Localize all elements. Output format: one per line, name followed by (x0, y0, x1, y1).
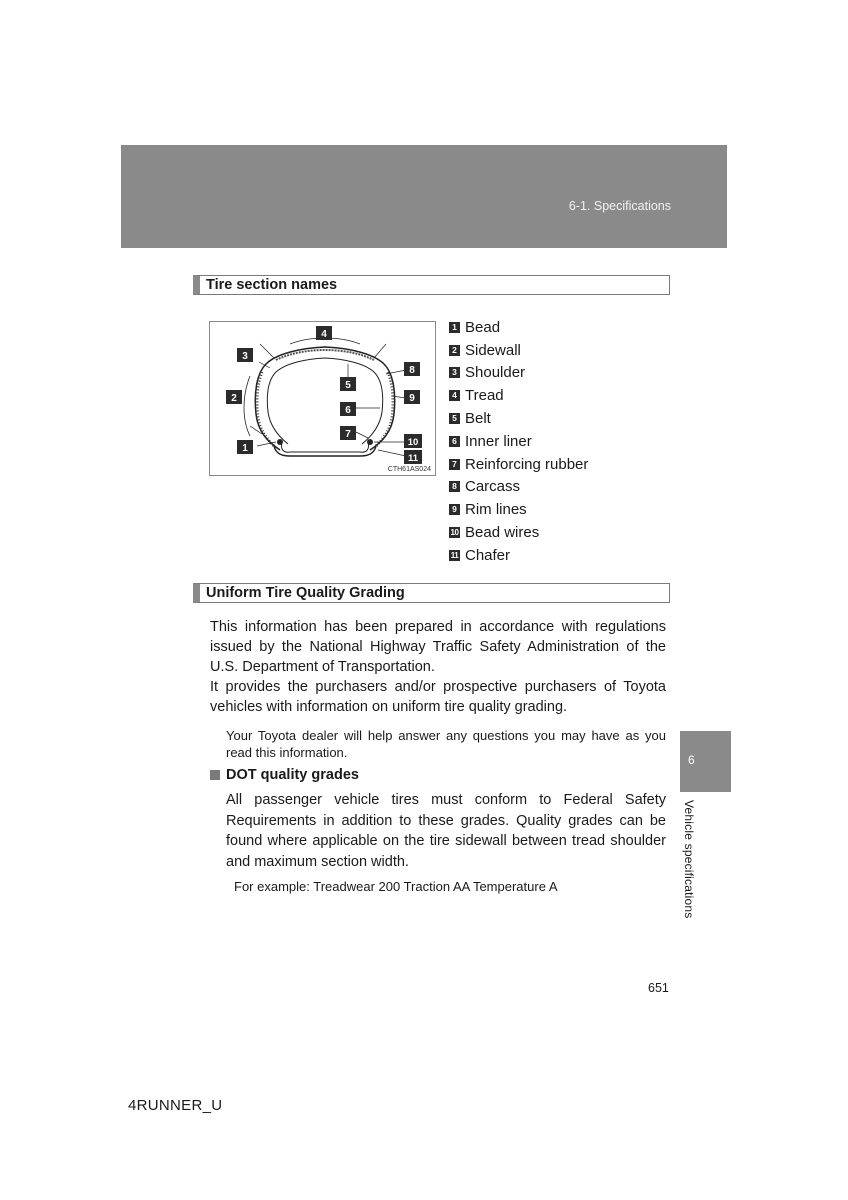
section-heading-tire-section-names: Tire section names (193, 275, 670, 295)
legend-number: 3 (449, 367, 460, 378)
footer-model: 4RUNNER_U (128, 1097, 223, 1114)
rim-outline (274, 446, 376, 456)
section-heading-utqg: Uniform Tire Quality Grading (193, 583, 670, 603)
legend-label: Chafer (465, 546, 511, 564)
leader-line-right-top (374, 344, 386, 358)
legend-number: 8 (449, 481, 460, 492)
legend-label: Sidewall (465, 341, 521, 359)
tire-outer-profile (255, 347, 394, 450)
utqg-note: Your Toyota dealer will help answer any questions you may have as you read this information. (226, 728, 666, 760)
legend-item (449, 430, 588, 453)
leader-line-11 (378, 450, 406, 456)
callout-4-label: 4 (321, 329, 327, 340)
legend-label: Bead (465, 318, 501, 336)
callout-8-label: 8 (409, 365, 415, 376)
callout-5 (340, 377, 356, 391)
legend-number: 10 (450, 528, 459, 538)
callout-9 (404, 390, 420, 404)
rim-inner (281, 442, 368, 452)
legend-item (449, 384, 588, 407)
sidewall-hatch-right (376, 372, 393, 446)
legend-item (449, 544, 588, 567)
callout-4 (316, 326, 332, 340)
dot-paragraph: All passenger vehicle tires must conform to Federal Safety Requirements in addition to these grades. Quality grades can be found where applicable on the tire sidewall between tread shoulder and maximum section width. (226, 792, 666, 870)
callout-8 (404, 362, 420, 376)
utqg-paragraph-1: This information has been prepared in accordance with regulations issued by the National Highway Traffic Safety Administration of the U.S. Department of Transportation. (210, 619, 666, 675)
legend-number: 2 (449, 345, 460, 356)
tire-cross-section-diagram (210, 322, 437, 477)
legend-label: Bead wires (465, 524, 540, 542)
callout-6-label: 6 (345, 405, 351, 416)
legend-item (449, 521, 588, 544)
legend-number: 4 (449, 390, 460, 401)
figure-code: CTH61AS024 (387, 466, 431, 473)
legend-number: 5 (449, 413, 460, 424)
legend-label: Reinforcing rubber (465, 455, 589, 473)
callout-10-label: 10 (407, 437, 419, 448)
tire-parts-legend (449, 316, 588, 567)
callout-10 (404, 434, 422, 448)
legend-item (449, 476, 588, 499)
utqg-paragraph-2: It provides the purchasers and/or prospective purchasers of Toyota vehicles with information on uniform tire quality grading. (210, 679, 666, 715)
legend-label: Rim lines (465, 501, 527, 519)
legend-item (449, 316, 588, 339)
callout-7 (340, 426, 356, 440)
legend-label: Belt (465, 410, 491, 428)
callout-2-label: 2 (231, 393, 237, 404)
callout-1-label: 1 (242, 443, 248, 454)
bead-wire-left (277, 439, 283, 445)
callout-9-label: 9 (409, 393, 415, 404)
tire-inner-profile (267, 358, 382, 444)
callout-2 (226, 390, 242, 404)
callout-1 (237, 440, 253, 454)
legend-item (449, 362, 588, 385)
bead-wire-right (367, 439, 373, 445)
leader-line-3 (259, 362, 270, 368)
callout-3-label: 3 (242, 351, 248, 362)
legend-label: Inner liner (465, 432, 532, 450)
leader-line-left-top (260, 344, 274, 358)
legend-number: 11 (450, 550, 459, 560)
sidewall-hatch-left (257, 372, 274, 446)
legend-label: Carcass (465, 478, 521, 496)
header-band (121, 145, 727, 248)
legend-number: 7 (449, 459, 460, 470)
legend-item (449, 453, 588, 476)
legend-label: Tread (465, 387, 504, 405)
chapter-number: 6 (688, 753, 695, 767)
dot-quality-grades-heading (210, 767, 359, 783)
sidewall-arc (244, 376, 250, 436)
callout-6 (340, 402, 356, 416)
tire-cross-section-figure (209, 321, 436, 476)
legend-item (449, 407, 588, 430)
dot-example: For example: Treadwear 200 Traction AA Temperature A (234, 879, 558, 894)
callout-5-label: 5 (345, 380, 351, 391)
callout-7-label: 7 (345, 429, 351, 440)
callout-11-label: 11 (407, 453, 419, 464)
legend-number: 6 (449, 436, 460, 447)
section-reference: 6-1. Specifications (568, 199, 671, 213)
page-number: 651 (648, 981, 669, 995)
legend-number: 1 (449, 322, 460, 333)
callout-3 (237, 348, 253, 362)
chapter-tab (680, 731, 731, 792)
legend-item (449, 339, 588, 362)
leader-line-7 (356, 432, 368, 438)
square-bullet-icon (210, 770, 220, 780)
legend-item (449, 498, 588, 521)
chapter-title: Vehicle specifications (682, 800, 696, 919)
legend-label: Shoulder (465, 364, 526, 382)
callout-11 (404, 450, 422, 464)
legend-number: 9 (449, 504, 460, 515)
dot-heading-text: DOT quality grades (226, 767, 359, 783)
